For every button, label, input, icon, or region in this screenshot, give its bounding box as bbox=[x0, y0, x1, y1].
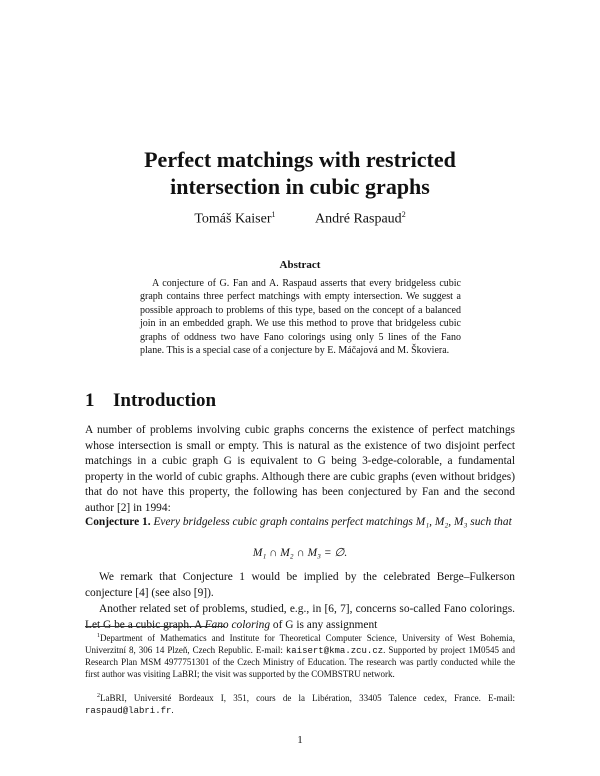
intro-paragraph-1: A number of problems involving cubic graphs concerns the existence of perfect matchings whose intersection is small or empty. This is natural as the existence of two disjoint perfect matchings in a cubic graph G is equivalent to G being 3-edge-colorable, a fundamental property in the world of cubic graphs. Although there are cubic graphs (even without bridges) that do not have this property, the following has been conjectured by Fan and the second author [2] in 1994: bbox=[85, 424, 515, 514]
footnote-text: LaBRI, Université Bordeaux I, 351, cours de la Libération, 33405 Talence cedex, France. E-mail: bbox=[100, 693, 515, 703]
title-line-2: intersection in cubic graphs bbox=[170, 174, 430, 199]
author-footnote-mark: 1 bbox=[271, 210, 276, 219]
author-2 bbox=[315, 210, 406, 228]
page-number: 1 bbox=[297, 734, 303, 746]
emphasized-term: Fano coloring bbox=[204, 618, 271, 631]
footnote-text: . bbox=[171, 704, 174, 715]
paragraph-text: Another related set of problems, studied, e.g., in [6, 7], concerns so-called Fano colorings. Let G be a cubic graph. A bbox=[85, 603, 515, 631]
author-list bbox=[0, 210, 600, 228]
abstract-text: A conjecture of G. Fan and A. Raspaud asserts that every bridgeless cubic graph contains three perfect matchings with empty intersection. We suggest a possible approach to problems of this type, based on the concept of a balanced join in an embedded graph. We use this method to prove that bridgeless cubic graphs of oddness two have Fano colorings using only 5 lines of the Fano plane. This is a special case of a conjecture by E. Máčajová and M. Škoviera. bbox=[140, 278, 461, 357]
author-1 bbox=[194, 210, 275, 228]
email-address: raspaud@labri.fr bbox=[85, 705, 172, 716]
footnote-2 bbox=[85, 691, 515, 717]
conjecture-label: Conjecture 1. bbox=[85, 516, 151, 528]
author-footnote-mark: 2 bbox=[401, 210, 406, 219]
section-heading bbox=[85, 390, 515, 412]
author-name: Tomáš Kaiser bbox=[194, 211, 272, 227]
footnote-text: . Supported by project 1M0545 and Research Plan MSM 4977751301 of the Czech Ministry of Education. The research was partly conducted while the first author was visiting LaBRI; the visit was supported by the COMBSTRU network. bbox=[85, 644, 515, 679]
author-name: André Raspaud bbox=[314, 211, 402, 227]
footnote-mark: 2 bbox=[97, 693, 100, 699]
footnote-text: Department of Mathematics and Institute for Theoretical Computer Science, University of West Bohemia, Univerzitní 8, 306 14 Plzeň, Czech Republic. E-mail: bbox=[85, 633, 515, 655]
paper-title bbox=[0, 146, 600, 200]
conjecture-block bbox=[85, 515, 515, 531]
intro-paragraph-2: We remark that Conjecture 1 would be implied by the celebrated Berge–Fulkerson conjecture [4] (see also [9]). bbox=[85, 571, 515, 599]
conjecture-statement: Every bridgeless cubic graph contains perfect matchings M₁, M₂, M₃ such that bbox=[153, 516, 512, 528]
section-number: 1 bbox=[85, 390, 95, 411]
intro-paragraph-3 bbox=[85, 602, 515, 633]
abstract-heading: Abstract bbox=[279, 259, 321, 271]
section-title: Introduction bbox=[113, 390, 217, 411]
paragraph-text: of G is any assignment bbox=[270, 618, 378, 631]
footnote-1 bbox=[85, 631, 515, 680]
footnote-divider bbox=[85, 626, 225, 627]
title-line-1: Perfect matchings with restricted bbox=[144, 147, 456, 172]
email-address: kaisert@kma.zcu.cz bbox=[285, 645, 384, 656]
footnote-mark: 1 bbox=[97, 633, 100, 639]
conjecture-formula: M₁ ∩ M₂ ∩ M₃ = ∅. bbox=[252, 547, 348, 559]
